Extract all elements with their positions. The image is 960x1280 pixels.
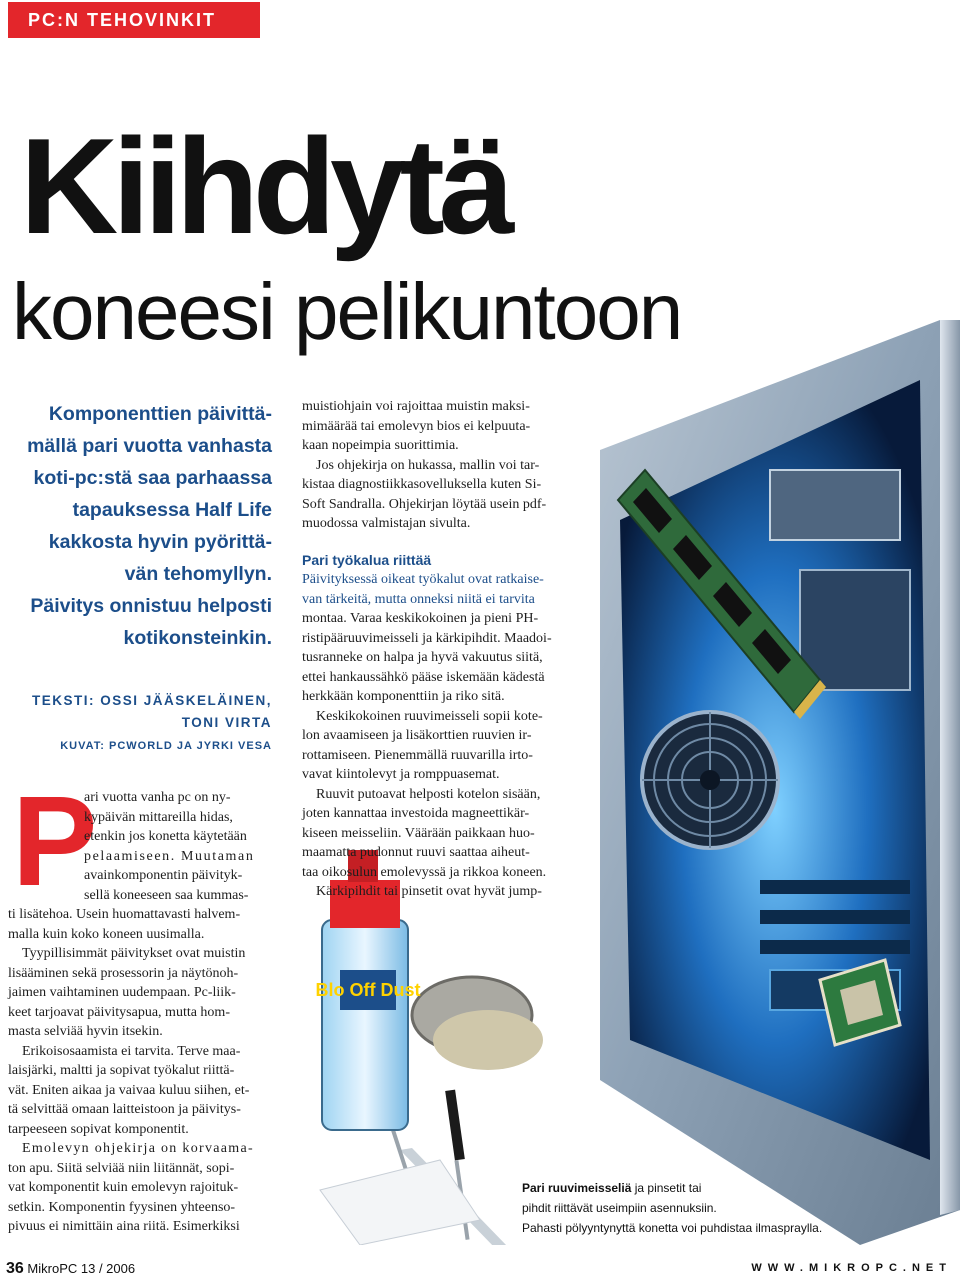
body-line: Kärkipihdit tai pinsetit ovat hyvät jump- <box>316 884 542 899</box>
body-line: rottamiseen. Pienemmällä ruuvarilla irto- <box>302 747 533 763</box>
body-line: muistiohjain voi rajoittaa muistin maksi- <box>302 399 530 414</box>
section-heading: Pari työkalua riittää <box>302 551 432 568</box>
lede-line: kotikonsteinkin. <box>123 627 272 649</box>
body-line: vat komponentit kuin emolevyn rajoituk- <box>8 1180 239 1195</box>
body-line: Emolevyn ohjekirja on korvaama- <box>22 1141 254 1156</box>
lede-line: tapauksessa Half Life <box>72 499 272 521</box>
body-line: herkkään komponenttiin ja riko sitä. <box>302 689 505 704</box>
body-line: vät. Eniten aikaa ja vaivaa kuluu siihen, et- <box>8 1082 250 1098</box>
byline-photos: KUVAT: PCWORLD JA JYRKI VESA <box>60 740 272 752</box>
body-line: Soft Sandralla. Ohjekirjan löytää usein pdf- <box>302 496 547 512</box>
lede-line: Päivitys onnistuu helposti <box>30 595 272 617</box>
lede-line: mällä pari vuotta vanhasta <box>27 435 272 457</box>
body-line: Ruuvit putoavat helposti kotelon sisään, <box>316 786 541 802</box>
page-footer <box>6 1260 135 1278</box>
body-line: kistaa diagnostiikkasovelluksella kuten Si- <box>302 477 542 492</box>
fan-icon <box>642 712 778 848</box>
website-url: WWW.MIKROPC.NET <box>751 1262 952 1274</box>
spray-can-label: Blo Off Dust <box>315 980 421 1000</box>
byline-text: TONI VIRTA <box>181 715 272 730</box>
caption-text: ja pinsetit tai <box>631 1181 702 1195</box>
body-line: mimäärää tai emolevyn bios ei kelpuuta- <box>302 418 531 434</box>
body-line: ettei hankaussähkö pääse iskemään kädestä <box>302 669 545 685</box>
caption-line <box>522 1178 822 1198</box>
body-line: kypäivän mittareilla hidas, <box>84 809 233 825</box>
body-line: kaan nopeimpia suorittimia. <box>302 438 459 453</box>
screw-tin <box>412 977 543 1070</box>
body-line: Päivityksessä oikeat työkalut ovat ratkaise- <box>302 572 544 587</box>
lede <box>10 398 272 654</box>
body-line: laisjärki, maltti ja sopivat työkalut riittä- <box>8 1063 235 1078</box>
byline-text: TEKSTI: OSSI JÄÄSKELÄINEN, <box>31 693 272 708</box>
body-line: Jos ohjekirja on hukassa, mallin voi tar- <box>316 457 540 473</box>
body-line: Erikoisosaamista ei tarvita. Terve maa- <box>22 1043 241 1059</box>
body-line: sellä koneeseen saa kummas- <box>84 887 249 903</box>
body-line: avainkomponentin päivityk- <box>84 868 243 883</box>
body-column-1 <box>8 788 278 1237</box>
body-line: van tärkeitä, mutta onneksi niitä ei tarvita <box>302 591 535 607</box>
byline <box>10 690 272 758</box>
caption-bold: Pari ruuvimeisseliä <box>522 1181 632 1195</box>
body-line: ari vuotta vanha pc on ny- <box>84 790 231 805</box>
body-line: jaimen vaihtaminen uudempaan. Pc-liik- <box>8 985 236 1000</box>
body-line: lon avaamiseen ja lisäkorttien ruuvien ir- <box>302 728 532 743</box>
body-line: Tyypillisimmät päivitykset ovat muistin <box>22 946 246 961</box>
body-line: ton apu. Siitä selviää niin liitännät, sopi- <box>8 1160 235 1176</box>
body-line: keet tarjoavat päivitysapua, mutta hom- <box>8 1004 230 1020</box>
lede-line: koti-pc:stä saa parhaassa <box>33 467 272 489</box>
body-line: malla kuin koko koneen uusimalla. <box>8 926 205 942</box>
body-line: pivuus ei nimittäin aina riitä. Esimerkiksi <box>8 1219 240 1234</box>
publication-issue: MikroPC 13 / 2006 <box>27 1261 136 1276</box>
page-title: Kiihdytä <box>20 110 509 262</box>
body-line: kiseen meisseliin. Väärään paikkaan huo- <box>302 825 535 841</box>
photo-caption <box>522 1178 822 1238</box>
caption-line: Pahasti pölyyntynyttä konetta voi puhdistaa ilmaspraylla. <box>522 1221 823 1235</box>
body-line: ti lisätehoa. Usein huomattavasti halvem- <box>8 907 241 922</box>
lede-line: Komponenttien päivittä- <box>48 403 272 425</box>
page-number: 36 <box>6 1260 24 1277</box>
body-line: pelaamiseen. Muutaman <box>84 848 255 864</box>
caption-line: pihdit riittävät useimpiin asennuksiin. <box>522 1201 717 1215</box>
body-line: setkin. Komponentin fyysinen yhteenso- <box>8 1199 236 1215</box>
lede-line: vän tehomyllyn. <box>124 563 272 585</box>
drop-cap: P <box>12 770 98 913</box>
body-line: vavat kiintolevyt ja romppuasemat. <box>302 767 500 782</box>
body-line: masta selviää hyvin itsekin. <box>8 1024 163 1039</box>
body-line: lisääminen sekä prosessorin ja näytönoh- <box>8 965 239 981</box>
body-line: tarpeeseen sopivat komponentit. <box>8 1121 189 1137</box>
body-line: maamatta pudonnut ruuvi saattaa aiheut- <box>302 845 530 860</box>
body-column-2 <box>302 397 578 902</box>
lede-line: kakkosta hyvin pyörittä- <box>48 531 272 553</box>
body-line: montaa. Varaa keskikokoinen ja pieni PH- <box>302 611 539 626</box>
page-subtitle: koneesi pelikuntoon <box>12 267 682 356</box>
body-line: Keskikokoinen ruuvimeisseli sopii kote- <box>316 708 543 724</box>
body-line: tusranneke on halpa ja hyvä vakuutus siitä, <box>302 650 543 665</box>
body-line: taa oikosulun emolevyssä ja rikkoa koneen. <box>302 864 547 880</box>
body-line: joten kannattaa investoida magneettikär- <box>302 806 530 821</box>
body-line: etenkin jos konetta käytetään <box>84 829 247 844</box>
section-tab: PC:N TEHOVINKIT <box>8 2 260 38</box>
body-line: muodossa valmistajan sivulta. <box>302 516 471 531</box>
body-line: tä selvittää omaan laitteistoon ja päivitys- <box>8 1102 241 1117</box>
body-line: ristipääruuvimeisseli ja kärkipihdit. Maadoi- <box>302 630 552 646</box>
